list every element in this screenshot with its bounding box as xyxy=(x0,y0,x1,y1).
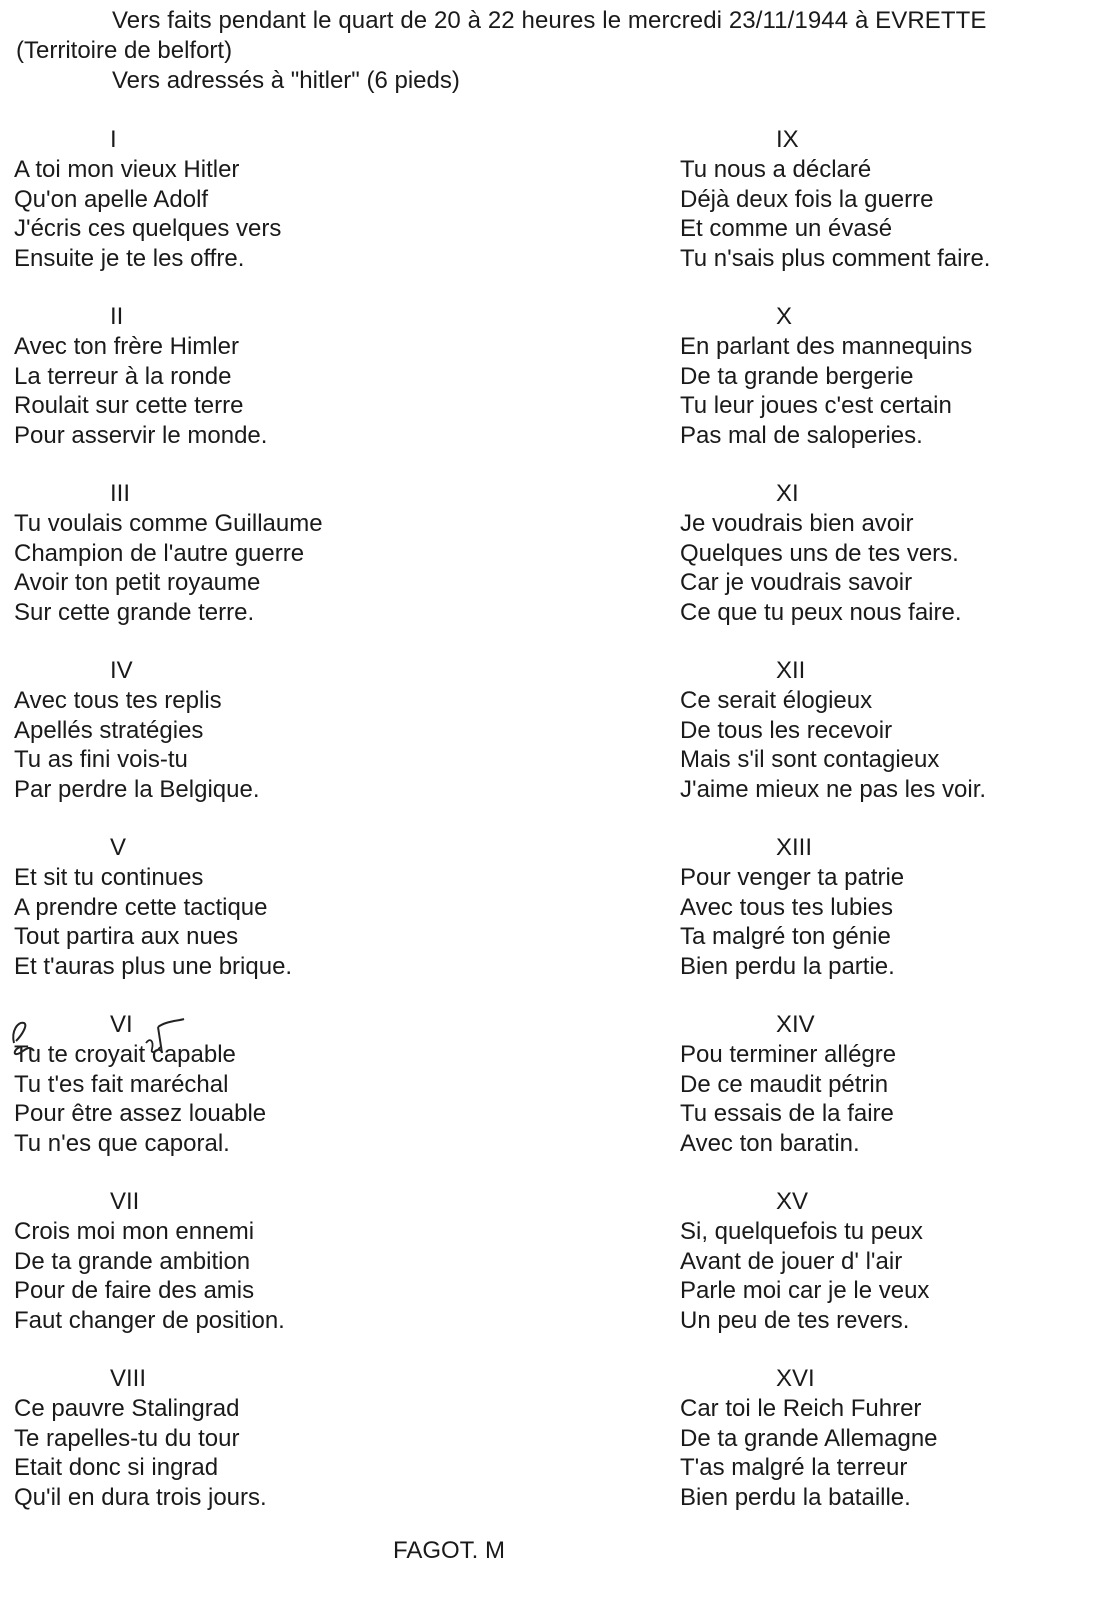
verse-line: La terreur à la ronde xyxy=(14,362,232,390)
verse-line: Apellés stratégies xyxy=(14,716,204,744)
verse-line: Pou terminer allégre xyxy=(680,1041,897,1068)
header-title-line: Vers faits pendant le quart de 20 à 22 heures le mercredi 23/11/1944 à EVRETTE xyxy=(112,7,987,34)
verse-line: Pas mal de saloperies. xyxy=(680,421,923,449)
verse-line: Quelques uns de tes vers. xyxy=(680,539,959,567)
verse-line: Tout partira aux nues xyxy=(14,923,239,950)
header-location-line: (Territoire de belfort) xyxy=(16,37,233,64)
stanza-number: XVI xyxy=(776,1365,815,1392)
verse-line: Champion de l'autre guerre xyxy=(14,539,305,567)
stanza-number: II xyxy=(110,303,124,330)
verse-line: Bien perdu la bataille. xyxy=(680,1483,911,1511)
verse-line: Tu n'es que caporal. xyxy=(14,1129,230,1157)
verse-line: Sur cette grande terre. xyxy=(14,598,255,626)
verse-line: Ce que tu peux nous faire. xyxy=(680,598,962,626)
stanza-number: VIII xyxy=(110,1365,147,1392)
stanza-number: VII xyxy=(110,1188,140,1215)
verse-line: Pour être assez louable xyxy=(14,1100,267,1127)
poem-column-right xyxy=(680,125,1109,1541)
verse-line: Qu'on apelle Adolf xyxy=(14,185,209,213)
stanza-number: IX xyxy=(776,126,799,153)
stanza xyxy=(14,656,494,833)
verse-line: T'as malgré la terreur xyxy=(680,1454,908,1481)
verse-line: Ta malgré ton génie xyxy=(680,923,891,950)
verse-line: J'écris ces quelques vers xyxy=(14,215,282,242)
stanza-number: X xyxy=(776,303,793,330)
stanza-number: IV xyxy=(110,657,133,684)
verse-line: Pour de faire des amis xyxy=(14,1277,255,1304)
verse-line: Avec tous tes lubies xyxy=(680,893,894,921)
stanza xyxy=(680,833,1109,1010)
stanza-number: I xyxy=(110,126,117,153)
verse-line: Mais s'il sont contagieux xyxy=(680,746,940,773)
verse-line: Ensuite je te les offre. xyxy=(14,244,245,272)
stanza xyxy=(680,1010,1109,1187)
verse-line: Ce pauvre Stalingrad xyxy=(14,1395,240,1422)
verse-line: Parle moi car je le veux xyxy=(680,1277,930,1304)
stanza xyxy=(680,1187,1109,1364)
verse-line: Avec ton baratin. xyxy=(680,1129,860,1157)
verse-line: Qu'il en dura trois jours. xyxy=(14,1483,267,1511)
stanza-number: XII xyxy=(776,657,806,684)
verse-line: De ta grande ambition xyxy=(14,1247,251,1275)
verse-line: Avec tous tes replis xyxy=(14,687,222,714)
stanza xyxy=(680,302,1109,479)
verse-line: Tu t'es fait maréchal xyxy=(14,1070,229,1098)
header-dedication-line: Vers adressés à "hitler" (6 pieds) xyxy=(112,67,460,94)
verse-line: Roulait sur cette terre xyxy=(14,392,244,419)
stanza-number: VI xyxy=(110,1011,133,1038)
verse-line: Tu leur joues c'est certain xyxy=(680,392,952,419)
verse-line: De ta grande Allemagne xyxy=(680,1424,938,1452)
verse-line: Pour asservir le monde. xyxy=(14,421,268,449)
stanza-number: V xyxy=(110,834,127,861)
verse-line: Crois moi mon ennemi xyxy=(14,1218,255,1245)
stanza xyxy=(14,125,494,302)
verse-line: De tous les recevoir xyxy=(680,716,893,744)
verse-line: Tu as fini vois-tu xyxy=(14,746,188,773)
stanza xyxy=(14,302,494,479)
verse-line: Je voudrais bien avoir xyxy=(680,510,914,537)
verse-line: En parlant des mannequins xyxy=(680,333,973,360)
stanza-number: XIV xyxy=(776,1011,815,1038)
stanza xyxy=(14,833,494,1010)
stanza xyxy=(14,1187,494,1364)
verse-line: Bien perdu la partie. xyxy=(680,952,895,980)
stanza-number: XV xyxy=(776,1188,809,1215)
verse-line: Tu nous a déclaré xyxy=(680,156,872,183)
verse-line: Déjà deux fois la guerre xyxy=(680,185,934,213)
stanza xyxy=(14,1010,494,1187)
poem-column-left xyxy=(14,125,494,1541)
stanza-number: III xyxy=(110,480,131,507)
stanza xyxy=(14,479,494,656)
stanza xyxy=(680,1364,1109,1541)
verse-line: De ce maudit pétrin xyxy=(680,1070,889,1098)
verse-line: Tu te croyait capable xyxy=(14,1041,236,1068)
verse-line: Et comme un évasé xyxy=(680,215,893,242)
verse-line: Et t'auras plus une brique. xyxy=(14,952,293,980)
stanza-number: XI xyxy=(776,480,799,507)
stanza xyxy=(680,125,1109,302)
verse-line: Te rapelles-tu du tour xyxy=(14,1424,240,1452)
verse-line: Avoir ton petit royaume xyxy=(14,569,261,596)
verse-line: Avant de jouer d' l'air xyxy=(680,1247,903,1275)
signature: FAGOT. M xyxy=(393,1537,506,1564)
verse-line: J'aime mieux ne pas les voir. xyxy=(680,775,987,803)
verse-line: Pour venger ta patrie xyxy=(680,864,905,891)
verse-line: Faut changer de position. xyxy=(14,1306,285,1334)
verse-line: A toi mon vieux Hitler xyxy=(14,156,240,183)
verse-line: Tu n'sais plus comment faire. xyxy=(680,244,991,272)
stanza xyxy=(680,479,1109,656)
verse-line: Tu voulais comme Guillaume xyxy=(14,510,323,537)
verse-line: Avec ton frère Himler xyxy=(14,333,239,360)
stanza xyxy=(14,1364,494,1541)
verse-line: Tu essais de la faire xyxy=(680,1100,894,1127)
verse-line: Et sit tu continues xyxy=(14,864,204,891)
verse-line: Car toi le Reich Fuhrer xyxy=(680,1395,922,1422)
stanza xyxy=(680,656,1109,833)
verse-line: Etait donc si ingrad xyxy=(14,1454,219,1481)
verse-line: Par perdre la Belgique. xyxy=(14,775,260,803)
verse-line: De ta grande bergerie xyxy=(680,362,914,390)
document-header xyxy=(16,6,1101,96)
verse-line: A prendre cette tactique xyxy=(14,893,268,921)
stanza-number: XIII xyxy=(776,834,813,861)
verse-line: Si, quelquefois tu peux xyxy=(680,1218,923,1245)
verse-line: Un peu de tes revers. xyxy=(680,1306,910,1334)
verse-line: Car je voudrais savoir xyxy=(680,569,913,596)
verse-line: Ce serait élogieux xyxy=(680,687,873,714)
